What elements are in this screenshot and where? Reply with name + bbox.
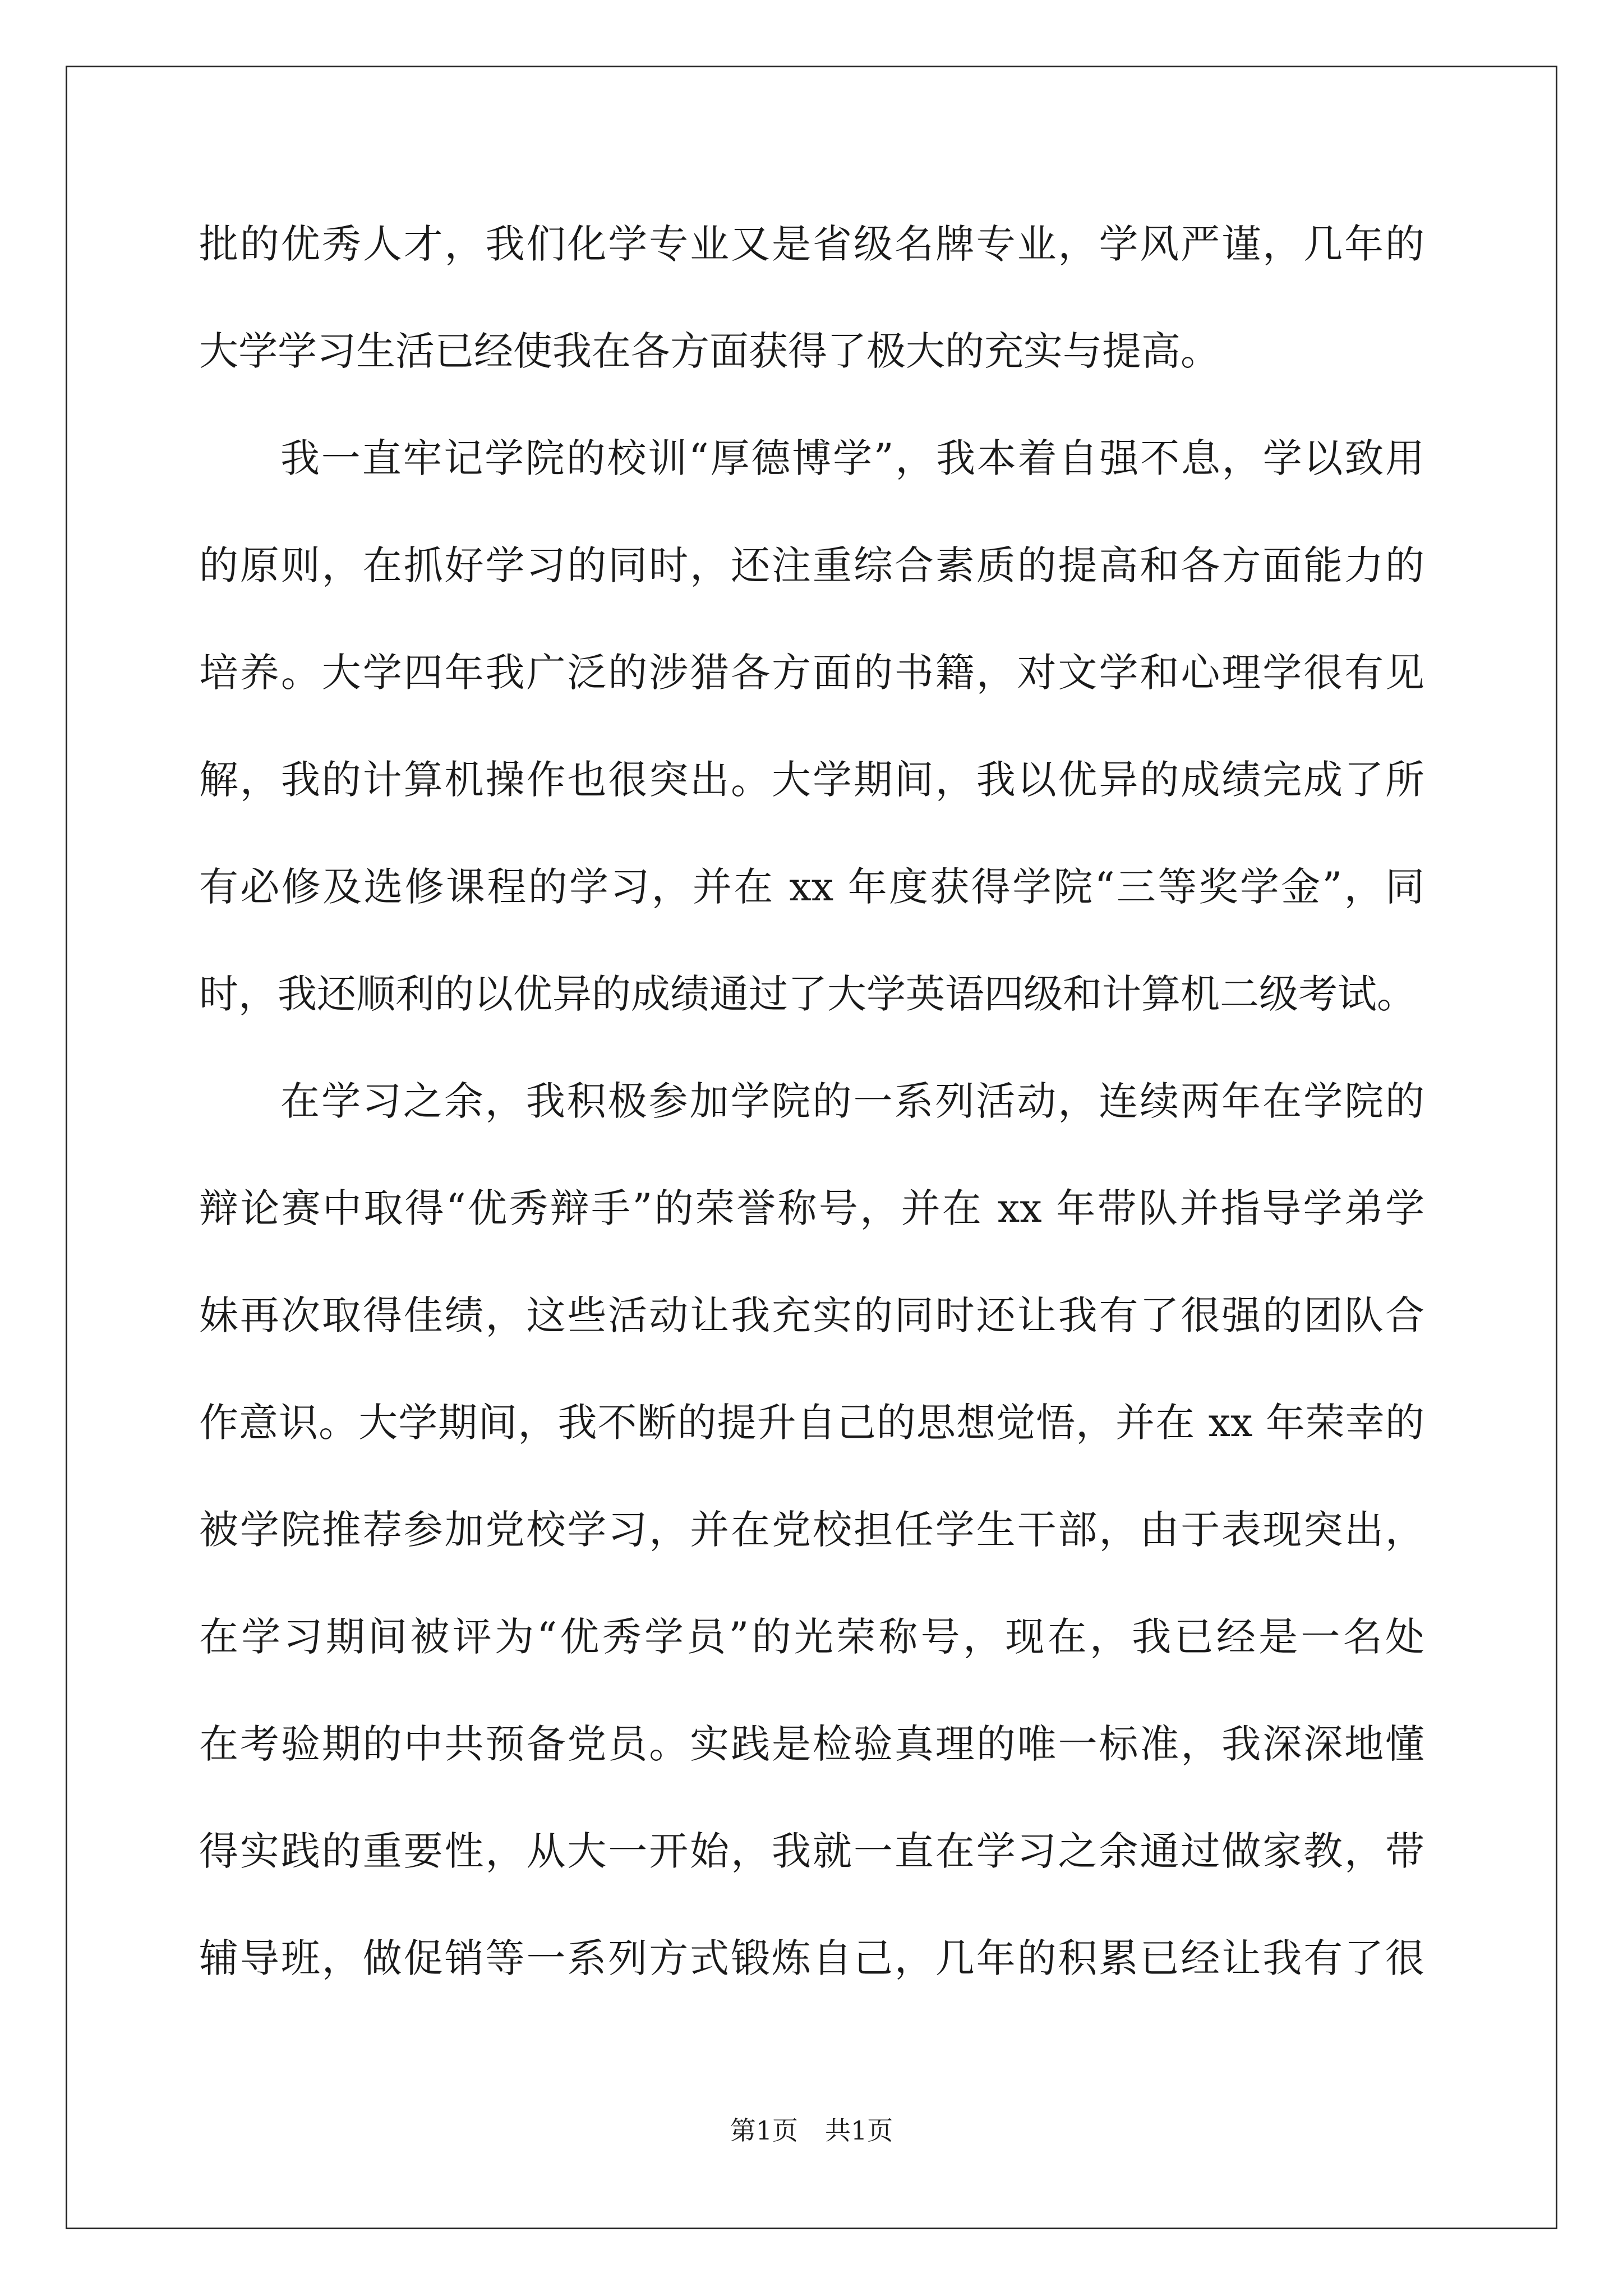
- text-line: 大学学习生活已经使我在各方面获得了极大的充实与提高。: [199, 328, 1220, 374]
- text-line: 在学习期间被评为“优秀学员”的光荣称号，现在，我已经是一名处: [199, 1614, 1424, 1660]
- page-footer: [0, 2114, 1623, 2147]
- text-line: 时，我还顺利的以优异的成绩通过了大学英语四级和计算机二级考试。: [199, 971, 1416, 1017]
- text-line: 在考验期的中共预备党员。实践是检验真理的唯一标准，我深深地懂: [199, 1721, 1424, 1767]
- text-line: 被学院推荐参加党校学习，并在党校担任学生干部，由于表现突出，: [199, 1507, 1424, 1553]
- text-line: 的原则，在抓好学习的同时，还注重综合素质的提高和各方面能力的: [199, 542, 1424, 588]
- text-line: 作意识。大学期间，我不断的提升自己的思想觉悟，并在 xx 年荣幸的: [199, 1400, 1424, 1446]
- text-line: 辅导班，做促销等一系列方式锻炼自己，几年的积累已经让我有了很: [199, 1935, 1424, 1981]
- text-line: 有必修及选修课程的学习，并在 xx 年度获得学院“三等奖学金”，同: [199, 864, 1424, 910]
- text-line: 批的优秀人才，我们化学专业又是省级名牌专业，学风严谨，几年的: [199, 221, 1424, 267]
- page-number-total: 共1页: [825, 2115, 893, 2146]
- page-number-current: 第1页: [730, 2115, 798, 2146]
- text-line: 解，我的计算机操作也很突出。大学期间，我以优异的成绩完成了所: [199, 757, 1424, 803]
- text-line: 辩论赛中取得“优秀辩手”的荣誉称号，并在 xx 年带队并指导学弟学: [199, 1185, 1424, 1231]
- text-line: 培养。大学四年我广泛的涉猎各方面的书籍，对文学和心理学很有见: [199, 650, 1424, 696]
- text-line: 得实践的重要性，从大一开始，我就一直在学习之余通过做家教，带: [199, 1828, 1424, 1874]
- text-line: 在学习之余，我积极参加学院的一系列活动，连续两年在学院的: [280, 1078, 1424, 1124]
- text-line: 妹再次取得佳绩，这些活动让我充实的同时还让我有了很强的团队合: [199, 1292, 1424, 1338]
- text-line: 我一直牢记学院的校训“厚德博学”，我本着自强不息，学以致用: [280, 435, 1424, 481]
- body-text: [199, 210, 1424, 2032]
